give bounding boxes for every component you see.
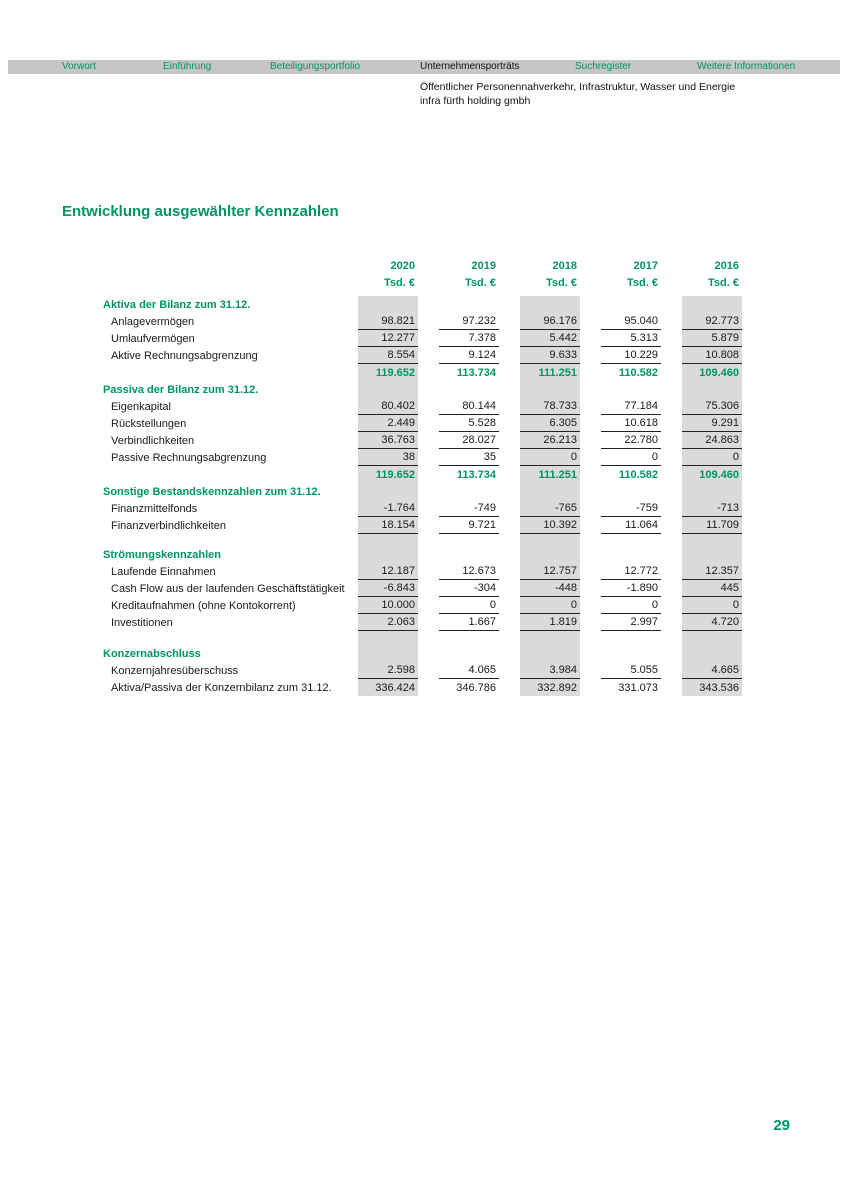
cell-value: 9.633: [520, 347, 580, 364]
cell-value: 95.040: [601, 313, 661, 330]
table-row: [103, 347, 742, 364]
cell-value: 5.313: [601, 330, 661, 347]
row-label: Aktiva/Passiva der Konzernbilanz zum 31.12.: [111, 682, 332, 694]
table-row: [103, 313, 742, 330]
cell-value: 80.402: [358, 398, 418, 415]
cell-value: 35: [439, 449, 499, 466]
cell-value: 12.277: [358, 330, 418, 347]
cell-value: 11.709: [682, 517, 742, 534]
table-row: [103, 330, 742, 347]
cell-value: 9.291: [682, 415, 742, 432]
row-label: Rückstellungen: [111, 418, 187, 430]
cell-value: -1.764: [358, 500, 418, 517]
cell-value: 97.232: [439, 313, 499, 330]
nav-item-weitere-informationen[interactable]: Weitere Informationen: [697, 61, 796, 72]
unit-label: Tsd. €: [627, 277, 658, 289]
cell-value: 12.187: [358, 563, 418, 580]
table-header: [103, 257, 742, 291]
table-row: [103, 517, 742, 534]
cell-value: 109.460: [699, 367, 739, 379]
cell-value: 445: [682, 580, 742, 597]
row-label: Kreditaufnahmen (ohne Kontokorrent): [111, 600, 296, 612]
cell-value: 119.652: [375, 469, 415, 481]
cell-value: 12.757: [520, 563, 580, 580]
table-row-total: [103, 364, 742, 381]
cell-value: 80.144: [439, 398, 499, 415]
page-title: Entwicklung ausgewählter Kennzahlen: [62, 203, 339, 220]
cell-value: 22.780: [601, 432, 661, 449]
cell-value: 9.124: [439, 347, 499, 364]
table-section-sonstige: [103, 483, 742, 534]
cell-value: 18.154: [358, 517, 418, 534]
cell-value: 3.984: [520, 662, 580, 679]
cell-value: 0: [520, 597, 580, 614]
table-section-stroemung: [103, 546, 742, 631]
cell-value: 7.378: [439, 330, 499, 347]
cell-value: 113.734: [456, 469, 496, 481]
cell-value: 8.554: [358, 347, 418, 364]
table-row: [103, 415, 742, 432]
cell-value: 38: [358, 449, 418, 466]
cell-value: 12.673: [439, 563, 499, 580]
cell-value: 0: [682, 449, 742, 466]
category-line: Öffentlicher Personennahverkehr, Infrastruktur, Wasser und Energie: [420, 81, 736, 93]
top-navigation-bar: [8, 60, 840, 74]
cell-value: 110.582: [618, 367, 658, 379]
row-label: Investitionen: [111, 617, 173, 629]
row-label: Konzernjahresüberschuss: [111, 665, 239, 677]
section-header-row: [103, 645, 742, 662]
cell-value: 6.305: [520, 415, 580, 432]
cell-value: 119.652: [375, 367, 415, 379]
cell-value: 336.424: [375, 682, 415, 694]
page-number: 29: [773, 1117, 790, 1134]
table-row: [103, 432, 742, 449]
cell-value: 10.229: [601, 347, 661, 364]
cell-value: 332.892: [537, 682, 577, 694]
cell-value: 10.392: [520, 517, 580, 534]
row-label: Laufende Einnahmen: [111, 566, 216, 578]
cell-value: 2.997: [601, 614, 661, 631]
cell-value: 110.582: [618, 469, 658, 481]
cell-value: 1.667: [439, 614, 499, 631]
nav-item-einf-hrung[interactable]: Einführung: [163, 61, 212, 72]
year-label: 2018: [552, 260, 577, 272]
unit-label: Tsd. €: [546, 277, 577, 289]
unit-header-row: [103, 274, 742, 291]
cell-value: 10.618: [601, 415, 661, 432]
year-header-row: [103, 257, 742, 274]
table-section-konzern: [103, 645, 742, 696]
cell-value: 331.073: [618, 682, 658, 694]
nav-item-unternehmensportr-ts[interactable]: Unternehmensporträts: [420, 61, 520, 72]
table-body: [103, 296, 742, 696]
year-label: 2016: [714, 260, 739, 272]
cell-value: 0: [682, 597, 742, 614]
cell-value: -765: [520, 500, 580, 517]
cell-value: 12.357: [682, 563, 742, 580]
cell-value: -304: [439, 580, 499, 597]
table-sections: [103, 296, 742, 696]
company-line: infra fürth holding gmbh: [420, 95, 531, 107]
cell-value: -6.843: [358, 580, 418, 597]
cell-value: -759: [601, 500, 661, 517]
cell-value: 4.665: [682, 662, 742, 679]
cell-value: -448: [520, 580, 580, 597]
row-label: Finanzmittelfonds: [111, 503, 198, 515]
cell-value: 28.027: [439, 432, 499, 449]
table-row: [103, 580, 742, 597]
table-section-aktiva: [103, 296, 742, 381]
cell-value: 4.065: [439, 662, 499, 679]
year-label: 2020: [390, 260, 415, 272]
row-label: Aktive Rechnungsabgrenzung: [111, 350, 258, 362]
cell-value: 5.528: [439, 415, 499, 432]
cell-value: 2.449: [358, 415, 418, 432]
cell-value: 77.184: [601, 398, 661, 415]
year-label: 2019: [471, 260, 496, 272]
table-row: [103, 662, 742, 679]
table-row: [103, 679, 742, 696]
section-header: Konzernabschluss: [103, 648, 201, 660]
nav-item-suchregister[interactable]: Suchregister: [575, 61, 632, 72]
table-row-total: [103, 466, 742, 483]
row-label: Anlagevermögen: [111, 316, 195, 328]
cell-value: 111.251: [538, 367, 577, 379]
cell-value: 343.536: [699, 682, 739, 694]
cell-value: 98.821: [358, 313, 418, 330]
row-label: Finanzverbindlichkeiten: [111, 520, 226, 532]
row-label: Cash Flow aus der laufenden Geschäftstätigkeit: [111, 583, 345, 595]
nav-item-vorwort[interactable]: Vorwort: [62, 61, 96, 72]
cell-value: 78.733: [520, 398, 580, 415]
table-row: [103, 597, 742, 614]
cell-value: 109.460: [699, 469, 739, 481]
cell-value: -1.890: [601, 580, 661, 597]
cell-value: 24.863: [682, 432, 742, 449]
cell-value: 5.879: [682, 330, 742, 347]
cell-value: 5.055: [601, 662, 661, 679]
cell-value: 0: [601, 597, 661, 614]
header-block: [420, 80, 735, 108]
section-header-row: [103, 546, 742, 563]
table-row: [103, 563, 742, 580]
nav-item-beteiligungsportfolio[interactable]: Beteiligungsportfolio: [270, 61, 361, 72]
kennzahlen-table: [103, 257, 742, 696]
section-header: Aktiva der Bilanz zum 31.12.: [103, 299, 251, 311]
cell-value: 10.000: [358, 597, 418, 614]
cell-value: -713: [682, 500, 742, 517]
cell-value: 36.763: [358, 432, 418, 449]
cell-value: 1.819: [520, 614, 580, 631]
table-row: [103, 449, 742, 466]
cell-value: 10.808: [682, 347, 742, 364]
row-label: Passive Rechnungsabgrenzung: [111, 452, 267, 464]
section-header: Strömungskennzahlen: [103, 549, 221, 561]
cell-value: -749: [439, 500, 499, 517]
section-header: Sonstige Bestandskennzahlen zum 31.12.: [103, 486, 321, 498]
table-row: [103, 398, 742, 415]
row-label: Eigenkapital: [111, 401, 171, 413]
unit-label: Tsd. €: [384, 277, 415, 289]
table-row: [103, 500, 742, 517]
unit-label: Tsd. €: [708, 277, 739, 289]
row-label: Verbindlichkeiten: [111, 435, 195, 447]
cell-value: 0: [601, 449, 661, 466]
cell-value: 4.720: [682, 614, 742, 631]
cell-value: 5.442: [520, 330, 580, 347]
cell-value: 12.772: [601, 563, 661, 580]
section-header-row: [103, 381, 742, 398]
unit-label: Tsd. €: [465, 277, 496, 289]
row-label: Umlaufvermögen: [111, 333, 195, 345]
section-header-row: [103, 483, 742, 500]
cell-value: 9.721: [439, 517, 499, 534]
cell-value: 0: [520, 449, 580, 466]
section-header-row: [103, 296, 742, 313]
cell-value: 111.251: [538, 469, 577, 481]
cell-value: 96.176: [520, 313, 580, 330]
cell-value: 2.598: [358, 662, 418, 679]
cell-value: 2.063: [358, 614, 418, 631]
cell-value: 113.734: [456, 367, 496, 379]
cell-value: 75.306: [682, 398, 742, 415]
cell-value: 26.213: [520, 432, 580, 449]
section-header: Passiva der Bilanz zum 31.12.: [103, 384, 259, 396]
cell-value: 92.773: [682, 313, 742, 330]
cell-value: 11.064: [601, 517, 661, 534]
table-section-passiva: [103, 381, 742, 483]
cell-value: 0: [439, 597, 499, 614]
table-row: [103, 614, 742, 631]
year-label: 2017: [633, 260, 658, 272]
cell-value: 346.786: [456, 682, 496, 694]
